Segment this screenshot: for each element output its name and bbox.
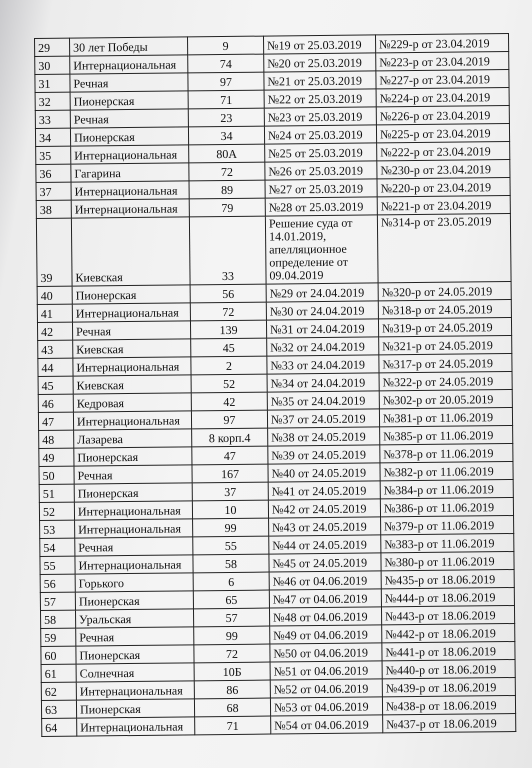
house-number-cell: 72 bbox=[190, 302, 266, 321]
street-cell: Горького bbox=[75, 573, 193, 592]
street-cell: Интернациональная bbox=[71, 145, 189, 164]
decree-cell: №37 от 24.05.2019 bbox=[267, 409, 379, 428]
house-number-cell: 97 bbox=[191, 410, 267, 429]
row-number-cell: 48 bbox=[39, 430, 74, 448]
order-cell: №224-р от 23.04.2019 bbox=[376, 88, 509, 107]
row-number-cell: 57 bbox=[40, 592, 75, 610]
row-number-cell: 60 bbox=[41, 646, 76, 664]
street-cell: Интернациональная bbox=[75, 555, 193, 574]
decree-cell: №43 от 24.05.2019 bbox=[269, 517, 381, 536]
house-number-cell: 34 bbox=[188, 126, 264, 145]
street-cell: Уральская bbox=[75, 609, 193, 628]
house-number-cell: 10 bbox=[192, 500, 268, 519]
order-cell: №317-р от 24.05.2019 bbox=[379, 354, 512, 373]
row-number-cell: 52 bbox=[39, 502, 74, 520]
house-number-cell: 45 bbox=[191, 338, 267, 357]
decree-cell: №35 от 24.04.2019 bbox=[267, 391, 379, 410]
house-number-cell: 89 bbox=[189, 180, 265, 199]
row-number-cell: 59 bbox=[41, 628, 76, 646]
house-number-cell: 167 bbox=[192, 464, 268, 483]
row-number-cell: 40 bbox=[37, 286, 72, 304]
house-number-cell: 139 bbox=[190, 320, 266, 339]
row-number-cell: 33 bbox=[35, 110, 70, 128]
street-cell: Речная bbox=[74, 465, 192, 484]
decree-cell: №23 от 25.03.2019 bbox=[264, 107, 376, 126]
decree-cell: №32 от 24.04.2019 bbox=[267, 337, 379, 356]
street-cell: Пионерская bbox=[74, 447, 192, 466]
decree-cell: №38 от 24.05.2019 bbox=[268, 427, 380, 446]
order-cell: №223-р от 23.04.2019 bbox=[376, 52, 509, 71]
street-cell: Речная bbox=[75, 537, 193, 556]
decree-cell: №24 от 25.03.2019 bbox=[264, 125, 376, 144]
house-number-cell: 79 bbox=[189, 198, 265, 217]
registry-table-body bbox=[35, 34, 516, 737]
house-number-cell: 97 bbox=[188, 72, 264, 91]
row-number-cell: 58 bbox=[40, 610, 75, 628]
house-number-cell: 55 bbox=[193, 536, 269, 555]
decree-cell: №20 от 25.03.2019 bbox=[264, 53, 376, 72]
street-cell: Интернациональная bbox=[71, 181, 189, 200]
house-number-cell: 6 bbox=[193, 572, 269, 591]
street-cell: Интернациональная bbox=[74, 501, 192, 520]
order-cell: №379-р от 11.06.2019 bbox=[381, 516, 514, 535]
order-cell: №442-р от 18.06.2019 bbox=[382, 623, 515, 642]
order-cell: №222-р от 23.04.2019 bbox=[377, 142, 510, 161]
row-number-cell: 32 bbox=[35, 92, 70, 110]
order-cell: №302-р от 20.05.2019 bbox=[379, 390, 512, 409]
house-number-cell: 56 bbox=[190, 284, 266, 303]
house-number-cell: 74 bbox=[188, 54, 264, 73]
row-number-cell: 64 bbox=[42, 718, 77, 736]
decree-cell: №19 от 25.03.2019 bbox=[263, 35, 375, 54]
street-cell: Интернациональная bbox=[71, 199, 189, 218]
decree-cell: №47 от 04.06.2019 bbox=[269, 589, 381, 608]
street-cell: Кедровая bbox=[73, 393, 191, 412]
row-number-cell: 31 bbox=[35, 74, 70, 92]
house-number-cell: 9 bbox=[187, 36, 263, 55]
house-number-cell: 23 bbox=[188, 108, 264, 127]
order-cell: №318-р от 24.05.2019 bbox=[378, 300, 511, 319]
house-number-cell: 71 bbox=[195, 716, 271, 735]
house-number-cell: 10Б bbox=[194, 662, 270, 681]
row-number-cell: 37 bbox=[36, 182, 71, 200]
order-cell: №384-р от 11.06.2019 bbox=[380, 480, 513, 499]
row-number-cell: 34 bbox=[35, 128, 70, 146]
order-cell: №322-р от 24.05.2019 bbox=[379, 372, 512, 391]
table-row bbox=[36, 214, 511, 287]
order-cell: №438-р от 18.06.2019 bbox=[382, 695, 515, 714]
decree-cell: №26 от 25.03.2019 bbox=[265, 161, 377, 180]
row-number-cell: 41 bbox=[37, 304, 72, 322]
street-cell: Интернациональная bbox=[72, 303, 190, 322]
street-cell: Интернациональная bbox=[70, 55, 188, 74]
house-number-cell: 86 bbox=[194, 680, 270, 699]
street-cell: Киевская bbox=[71, 217, 190, 286]
row-number-cell: 63 bbox=[41, 700, 76, 718]
street-cell: Пионерская bbox=[75, 591, 193, 610]
house-number-cell: 42 bbox=[191, 392, 267, 411]
house-number-cell: 47 bbox=[192, 446, 268, 465]
decree-cell: №22 от 25.03.2019 bbox=[264, 89, 376, 108]
street-cell: Интернациональная bbox=[73, 357, 191, 376]
decree-cell: №48 от 04.06.2019 bbox=[269, 607, 381, 626]
street-cell: Гагарина bbox=[71, 163, 189, 182]
order-cell: №437-р от 18.06.2019 bbox=[383, 713, 516, 732]
decree-cell: №21 от 25.03.2019 bbox=[264, 71, 376, 90]
street-cell: Речная bbox=[76, 627, 194, 646]
street-cell: Киевская bbox=[73, 375, 191, 394]
row-number-cell: 44 bbox=[38, 358, 73, 376]
registry-table bbox=[34, 33, 516, 737]
row-number-cell: 42 bbox=[37, 322, 72, 340]
order-cell: №230-р от 23.04.2019 bbox=[377, 160, 510, 179]
order-cell: №383-р от 11.06.2019 bbox=[381, 534, 514, 553]
house-number-cell: 65 bbox=[193, 590, 269, 609]
house-number-cell: 99 bbox=[193, 518, 269, 537]
street-cell: Пионерская bbox=[70, 91, 188, 110]
table-row bbox=[42, 713, 516, 736]
street-cell: Речная bbox=[72, 321, 190, 340]
street-cell: Интернациональная bbox=[73, 411, 191, 430]
decree-cell: №45 от 24.05.2019 bbox=[269, 553, 381, 572]
house-number-cell: 99 bbox=[194, 626, 270, 645]
row-number-cell: 35 bbox=[36, 146, 71, 164]
decree-cell: №30 от 24.04.2019 bbox=[266, 301, 378, 320]
decree-cell: №44 от 24.05.2019 bbox=[269, 535, 381, 554]
decree-cell: №51 от 04.06.2019 bbox=[270, 661, 382, 680]
decree-cell: №54 от 04.06.2019 bbox=[271, 715, 383, 734]
row-number-cell: 38 bbox=[36, 200, 71, 218]
decree-cell: №39 от 24.05.2019 bbox=[268, 445, 380, 464]
order-cell: №382-р от 11.06.2019 bbox=[380, 462, 513, 481]
decree-cell: №33 от 24.04.2019 bbox=[267, 355, 379, 374]
row-number-cell: 43 bbox=[38, 340, 73, 358]
house-number-cell: 68 bbox=[194, 698, 270, 717]
order-cell: №221-р от 23.04.2019 bbox=[377, 196, 510, 215]
order-cell: №220-р от 23.04.2019 bbox=[377, 178, 510, 197]
decree-cell: №49 от 04.06.2019 bbox=[270, 625, 382, 644]
decree-cell: №52 от 04.06.2019 bbox=[270, 679, 382, 698]
order-cell: №385-р от 11.06.2019 bbox=[380, 426, 513, 445]
street-cell: Пионерская bbox=[72, 285, 190, 304]
decree-cell: №29 от 24.04.2019 bbox=[266, 283, 378, 302]
house-number-cell: 80А bbox=[189, 144, 265, 163]
order-cell: №314-р от 23.05.2019 bbox=[377, 214, 511, 283]
decree-cell: №31 от 24.04.2019 bbox=[266, 319, 378, 338]
decree-cell: №42 от 24.05.2019 bbox=[268, 499, 380, 518]
row-number-cell: 51 bbox=[39, 484, 74, 502]
street-cell: Интернациональная bbox=[77, 717, 195, 736]
row-number-cell: 29 bbox=[35, 38, 70, 56]
decree-cell: №34 от 24.04.2019 bbox=[267, 373, 379, 392]
order-cell: №439-р от 18.06.2019 bbox=[382, 677, 515, 696]
order-cell: №229-р от 23.04.2019 bbox=[375, 34, 508, 53]
row-number-cell: 47 bbox=[38, 412, 73, 430]
street-cell: Пионерская bbox=[70, 127, 188, 146]
order-cell: №378-р от 11.06.2019 bbox=[380, 444, 513, 463]
row-number-cell: 54 bbox=[40, 538, 75, 556]
order-cell: №380-р от 11.06.2019 bbox=[381, 552, 514, 571]
decree-cell: №46 от 04.06.2019 bbox=[269, 571, 381, 590]
decree-cell: №40 от 24.05.2019 bbox=[268, 463, 380, 482]
house-number-cell: 33 bbox=[189, 216, 266, 285]
street-cell: Солнечная bbox=[76, 663, 194, 682]
order-cell: №381-р от 11.06.2019 bbox=[379, 408, 512, 427]
row-number-cell: 30 bbox=[35, 56, 70, 74]
row-number-cell: 39 bbox=[36, 218, 72, 286]
order-cell: №444-р от 18.06.2019 bbox=[381, 588, 514, 607]
house-number-cell: 2 bbox=[191, 356, 267, 375]
decree-cell: №53 от 04.06.2019 bbox=[270, 697, 382, 716]
row-number-cell: 53 bbox=[40, 520, 75, 538]
order-cell: №320-р от 24.05.2019 bbox=[378, 282, 511, 301]
order-cell: №441-р от 18.06.2019 bbox=[382, 641, 515, 660]
street-cell: Интернациональная bbox=[75, 519, 193, 538]
row-number-cell: 45 bbox=[38, 376, 73, 394]
order-cell: №226-р от 23.04.2019 bbox=[376, 106, 509, 125]
street-cell: 30 лет Победы bbox=[70, 37, 188, 56]
house-number-cell: 71 bbox=[188, 90, 264, 109]
row-number-cell: 61 bbox=[41, 664, 76, 682]
order-cell: №386-р от 11.06.2019 bbox=[380, 498, 513, 517]
order-cell: №319-р от 24.05.2019 bbox=[378, 318, 511, 337]
row-number-cell: 62 bbox=[41, 682, 76, 700]
order-cell: №225-р от 23.04.2019 bbox=[376, 124, 509, 143]
decree-cell: №50 от 04.06.2019 bbox=[270, 643, 382, 662]
house-number-cell: 8 корп.4 bbox=[192, 428, 268, 447]
street-cell: Пионерская bbox=[74, 483, 192, 502]
street-cell: Киевская bbox=[73, 339, 191, 358]
decree-cell: №28 от 25.03.2019 bbox=[265, 197, 377, 216]
house-number-cell: 72 bbox=[189, 162, 265, 181]
order-cell: №321-р от 24.05.2019 bbox=[379, 336, 512, 355]
decree-cell: №41 от 24.05.2019 bbox=[268, 481, 380, 500]
order-cell: №443-р от 18.06.2019 bbox=[381, 605, 514, 624]
decree-cell: №27 от 25.03.2019 bbox=[265, 179, 377, 198]
decree-cell: Решение суда от 14.01.2019, апелляционное определение от 09.04.2019 bbox=[265, 215, 378, 284]
order-cell: №227-р от 23.04.2019 bbox=[376, 70, 509, 89]
order-cell: №440-р от 18.06.2019 bbox=[382, 659, 515, 678]
order-cell: №435-р от 18.06.2019 bbox=[381, 570, 514, 589]
row-number-cell: 56 bbox=[40, 574, 75, 592]
street-cell: Лазарева bbox=[74, 429, 192, 448]
row-number-cell: 55 bbox=[40, 556, 75, 574]
house-number-cell: 72 bbox=[194, 644, 270, 663]
street-cell: Пионерская bbox=[76, 645, 194, 664]
decree-cell: №25 от 25.03.2019 bbox=[265, 143, 377, 162]
house-number-cell: 57 bbox=[193, 608, 269, 627]
street-cell: Речная bbox=[70, 73, 188, 92]
house-number-cell: 37 bbox=[192, 482, 268, 501]
street-cell: Интернациональная bbox=[76, 681, 194, 700]
house-number-cell: 52 bbox=[191, 374, 267, 393]
row-number-cell: 46 bbox=[38, 394, 73, 412]
row-number-cell: 49 bbox=[39, 448, 74, 466]
street-cell: Речная bbox=[70, 109, 188, 128]
row-number-cell: 36 bbox=[36, 164, 71, 182]
house-number-cell: 58 bbox=[193, 554, 269, 573]
street-cell: Пионерская bbox=[76, 699, 194, 718]
row-number-cell: 50 bbox=[39, 466, 74, 484]
